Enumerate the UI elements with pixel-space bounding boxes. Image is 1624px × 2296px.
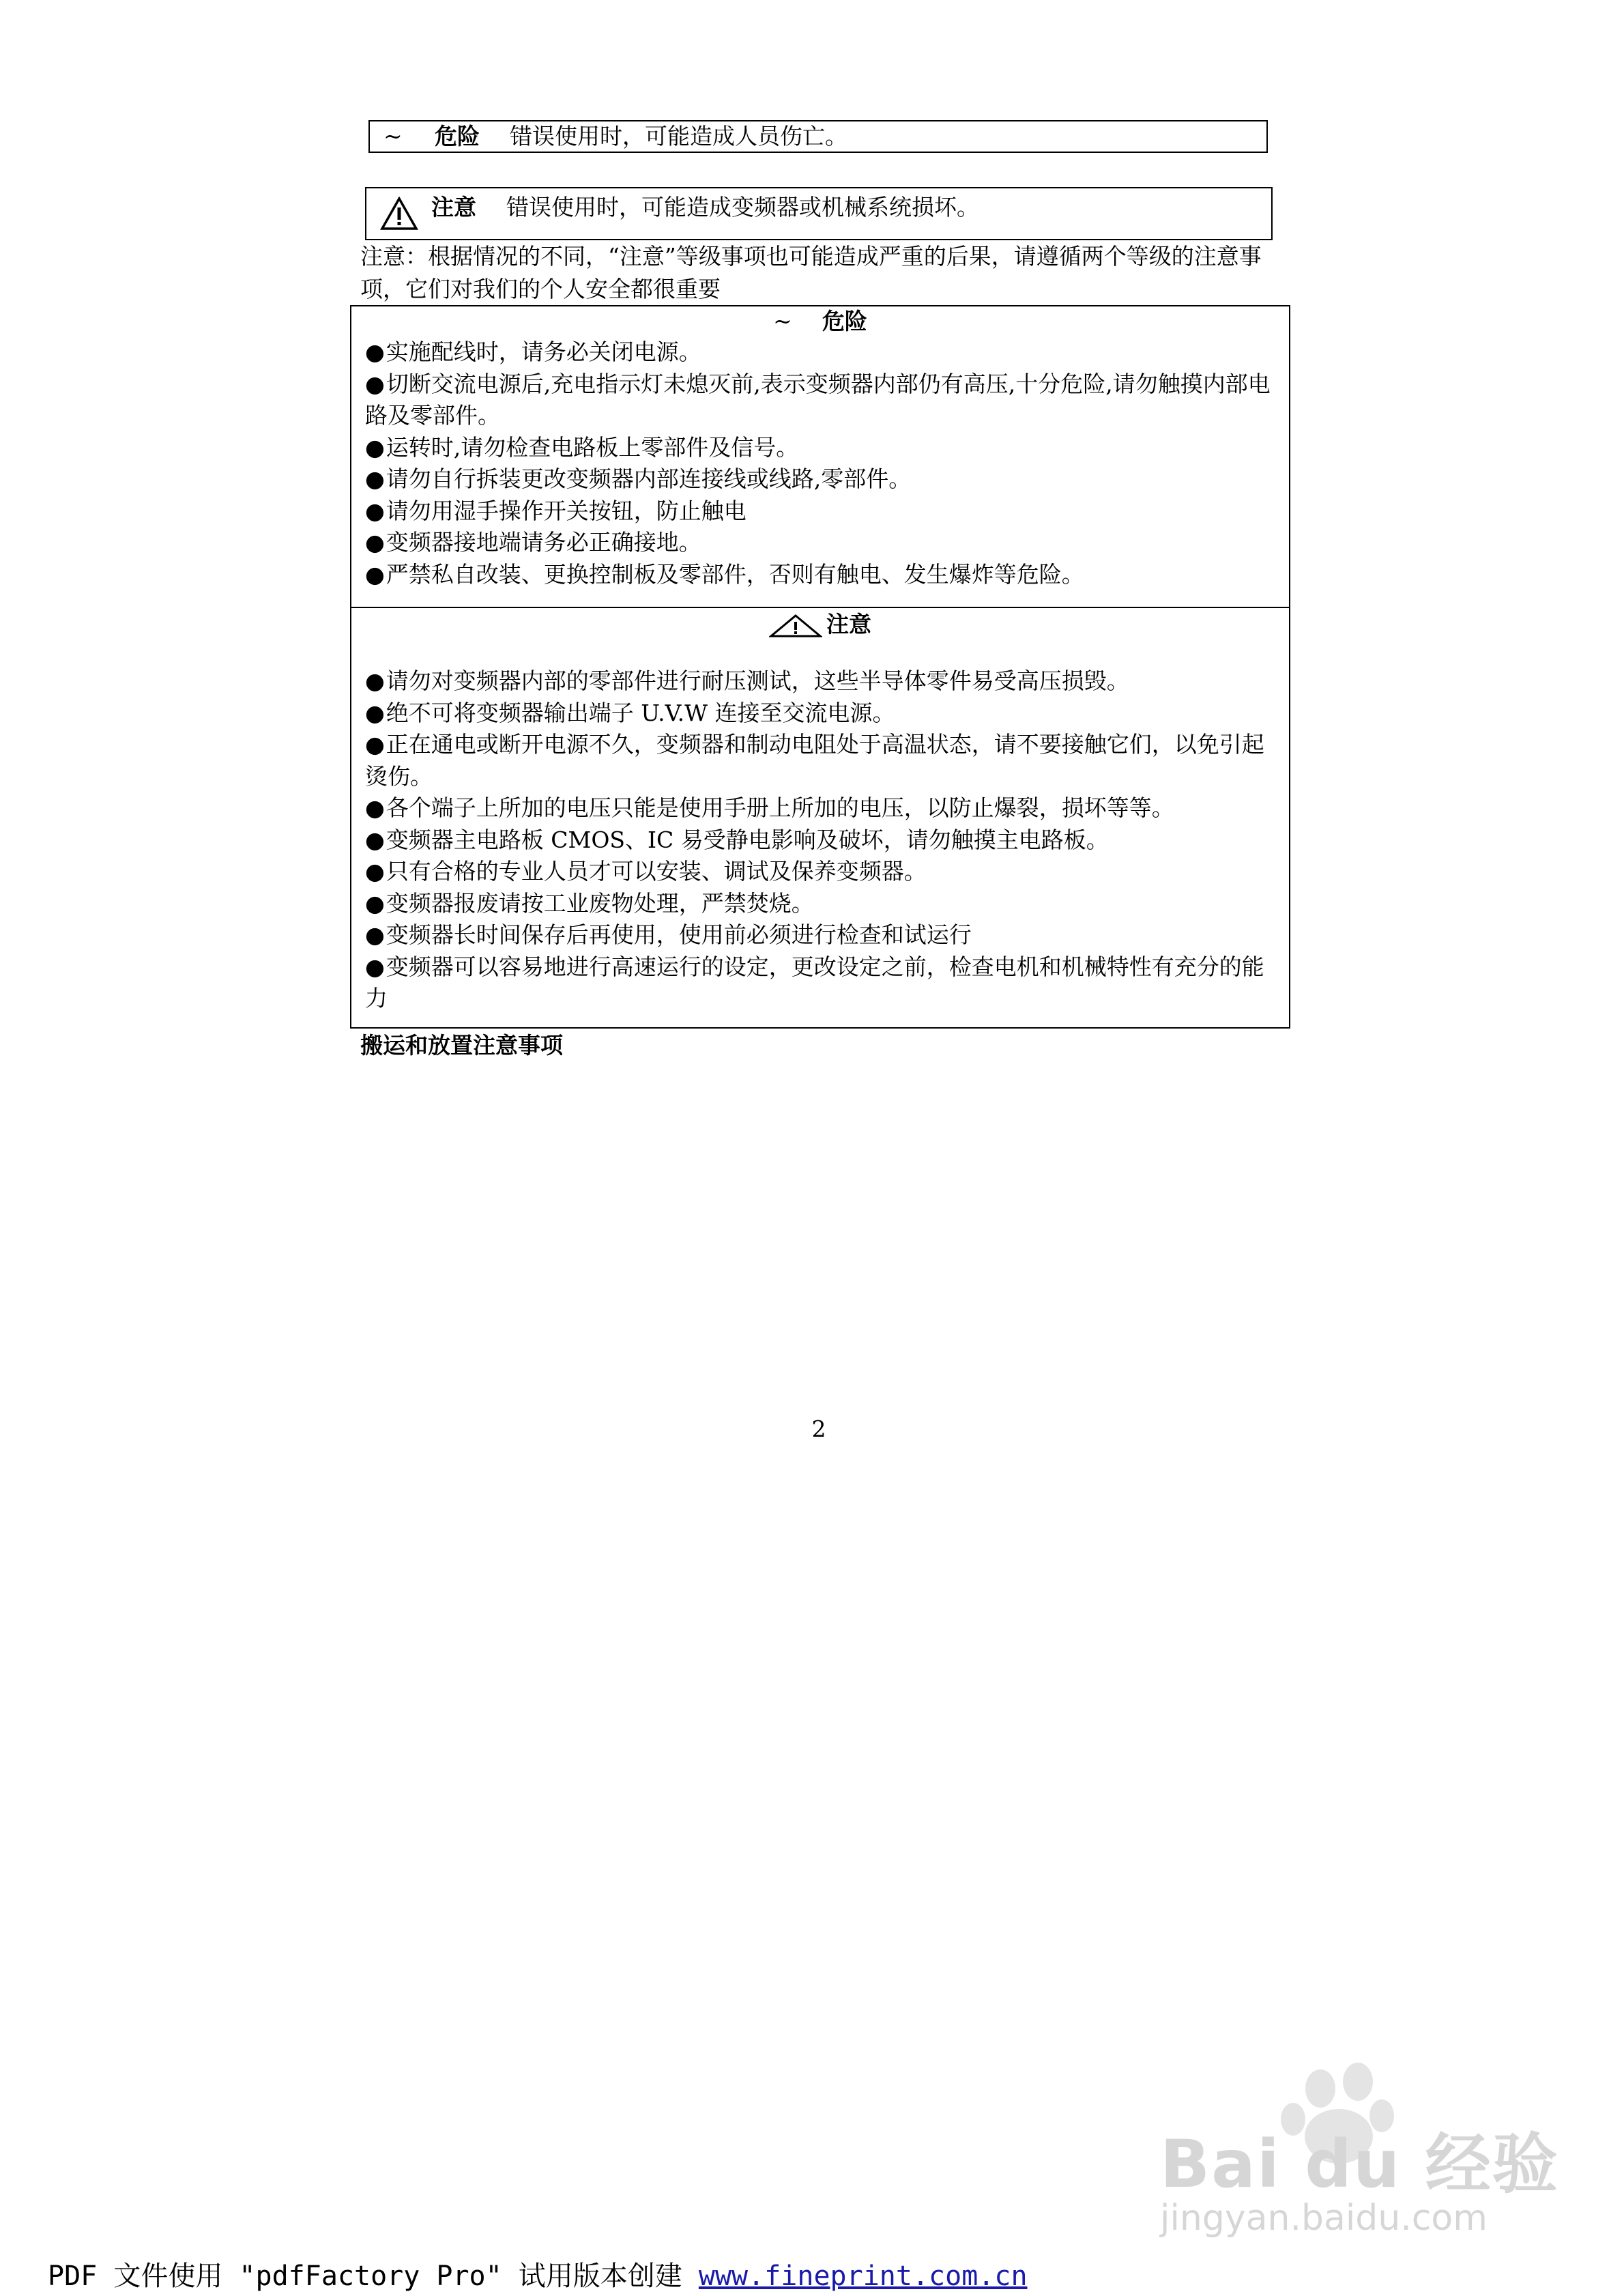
watermark-brand: Bai du 经验 — [1160, 2126, 1559, 2202]
list-item: ● 变频器主电路板 CMOS、IC 易受静电影响及破坏，请勿触摸主电路板。 — [365, 824, 1279, 857]
list-item: ● 各个端子上所加的电压只能是使用手册上所加的电压，以防止爆裂，损坏等等。 — [365, 792, 1279, 824]
note-paragraph: 注意：根据情况的不同，“注意”等级事项也可能造成严重的后果，请遵循两个等级的注意事项，它们对我们的个人安全都很重要 — [360, 243, 1262, 302]
caution-triangle-icon — [769, 614, 822, 638]
list-item: ● 严禁私自改装、更换控制板及零部件，否则有触电、发生爆炸等危险。 — [365, 559, 1279, 591]
danger-definition-text: 错误使用时，可能造成人员伤亡。 — [510, 123, 847, 149]
list-item: ● 运转时,请勿检查电路板上零部件及信号。 — [365, 432, 1279, 464]
caution-definition-box — [365, 187, 1273, 240]
safety-table — [350, 305, 1290, 1029]
list-item: ● 绝不可将变频器输出端子 U.V.W 连接至交流电源。 — [365, 698, 1279, 730]
danger-section-label: 危险 — [822, 308, 867, 334]
list-item: ● 实施配线时，请务必关闭电源。 — [365, 336, 1279, 369]
danger-label: 危险 — [435, 123, 480, 149]
list-item: ● 切断交流电源后,充电指示灯未熄灭前,表示变频器内部仍有高压,十分危险,请勿触摸内部电路及零部件。 — [365, 369, 1279, 432]
caution-items-list — [365, 665, 1279, 1015]
caution-definition-text: 错误使用时，可能造成变频器或机械系统损坏。 — [506, 194, 979, 220]
list-item: ● 请勿对变频器内部的零部件进行耐压测试，这些半导体零件易受高压损毁。 — [365, 665, 1279, 698]
danger-definition-box — [368, 120, 1268, 153]
list-item: ● 变频器可以容易地进行高速运行的设定，更改设定之前，检查电机和机械特性有充分的能力 — [365, 951, 1279, 1015]
footer-link[interactable]: www.fineprint.com.cn — [698, 2261, 1028, 2292]
list-item: ● 请勿自行拆装更改变频器内部连接线或线路,零部件。 — [365, 463, 1279, 496]
danger-section-tilde: ~ — [773, 308, 792, 334]
list-item: ● 变频器报废请按工业废物处理，严禁焚烧。 — [365, 888, 1279, 920]
watermark-url: jingyan.baidu.com — [1160, 2198, 1488, 2239]
danger-section-header — [351, 306, 1289, 336]
caution-section-label: 注意 — [826, 611, 871, 637]
caution-label: 注意 — [431, 194, 476, 220]
section-divider — [351, 607, 1289, 608]
pdf-footer — [48, 2259, 1028, 2293]
caution-section-header — [351, 609, 1289, 640]
list-item: ● 变频器长时间保存后再使用，使用前必须进行检查和试运行 — [365, 919, 1279, 951]
list-item: ● 请勿用湿手操作开关按钮，防止触电 — [365, 496, 1279, 528]
danger-items-list — [365, 336, 1279, 590]
list-item: ● 变频器接地端请务必正确接地。 — [365, 527, 1279, 559]
danger-tilde-mark: ~ — [383, 123, 403, 149]
page-number: 2 — [811, 1416, 826, 1442]
list-item: ● 只有合格的专业人员才可以安装、调试及保养变频器。 — [365, 856, 1279, 888]
list-item: ● 正在通电或断开电源不久，变频器和制动电阻处于高温状态，请不要接触它们，以免引起烫伤。 — [365, 729, 1279, 792]
handling-section-title: 搬运和放置注意事项 — [360, 1032, 563, 1059]
footer-text: PDF 文件使用 "pdfFactory Pro" 试用版本创建 — [48, 2261, 699, 2292]
warning-triangle-icon — [380, 197, 418, 231]
